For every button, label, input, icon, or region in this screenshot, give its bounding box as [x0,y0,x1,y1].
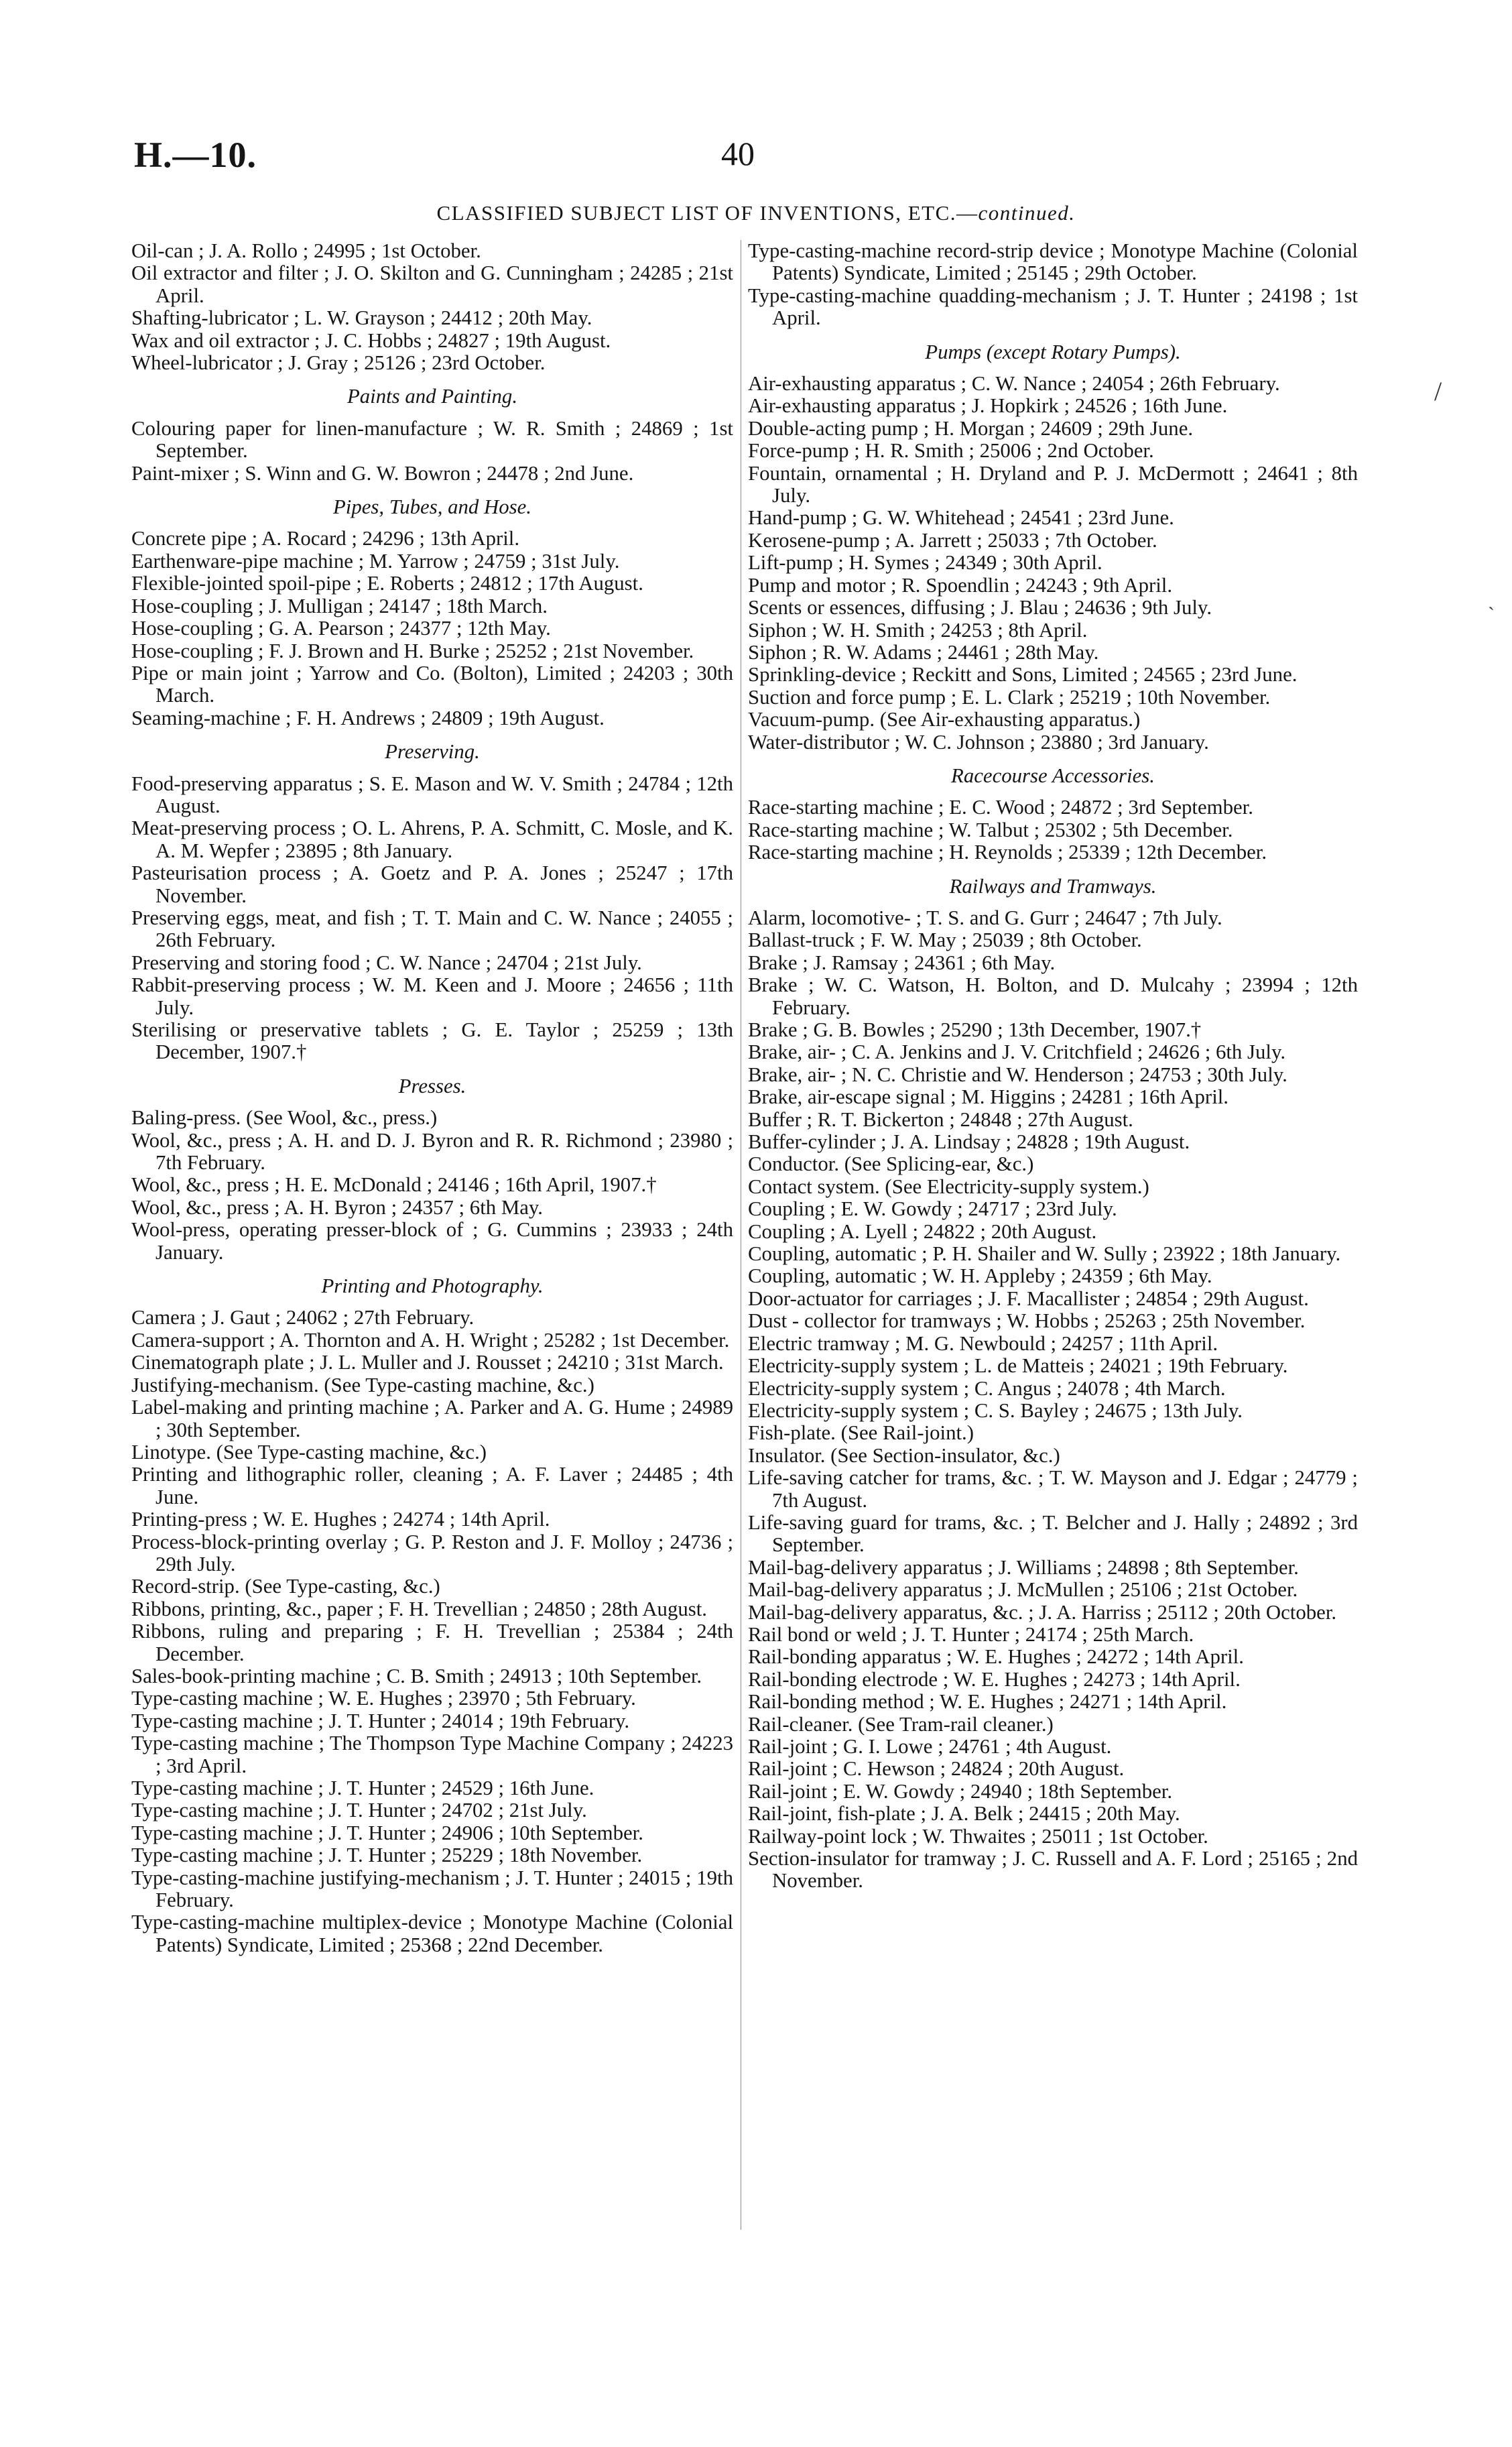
right-entry: Mail-bag-delivery apparatus, &c. ; J. A. Harriss ; 25112 ; 20th October. [748,1600,1337,1624]
left-entry: Sterilising or preservative tablets ; G. E. Taylor ; 25259 ; 13th December, 1907.† [131,1018,733,1064]
left-entry: Rabbit-preserving process ; W. M. Keen and J. Moore ; 24656 ; 11th July. [131,973,733,1019]
left-entry: Type-casting machine ; J. T. Hunter ; 24529 ; 16th June. [131,1777,594,1799]
left-entry: Sales-book-printing machine ; C. B. Smith ; 24913 ; 10th September. [131,1664,702,1687]
right-entry: Fish-plate. (See Rail-joint.) [748,1421,974,1445]
page-reference: H.—10. [134,135,257,175]
right-entry: Race-starting machine ; W. Talbut ; 25302 ; 5th December. [748,818,1233,841]
left-entry: Shafting-lubricator ; L. W. Grayson ; 24412 ; 20th May. [131,306,592,330]
right-entry: Rail-joint ; C. Hewson ; 24824 ; 20th August. [748,1757,1125,1781]
right-entry: Rail-bonding method ; W. E. Hughes ; 24271 ; 14th April. [748,1690,1227,1714]
right-entry: Life-saving guard for trams, &c. ; T. Belcher and J. Hally ; 24892 ; 3rd September. [748,1510,1358,1557]
right-entry: Section-insulator for tramway ; J. C. Russell and A. F. Lord ; 25165 ; 2nd November. [748,1847,1358,1893]
left-entry: Record-strip. (See Type-casting, &c.) [131,1575,440,1598]
left-entry: Flexible-jointed spoil-pipe ; E. Roberts ; 24812 ; 17th August. [131,572,643,595]
left-entry: Wheel-lubricator ; J. Gray ; 25126 ; 23rd October. [131,351,546,375]
right-entry: Rail-joint, fish-plate ; J. A. Belk ; 24415 ; 20th May. [748,1802,1180,1826]
left-entry: Wool, &c., press ; H. E. McDonald ; 24146 ; 16th April, 1907.† [131,1173,657,1197]
right-entry: Water-distributor ; W. C. Johnson ; 23880 ; 3rd January. [748,730,1209,754]
left-entry: Hose-coupling ; J. Mulligan ; 24147 ; 18th March. [131,594,548,617]
right-entry: Sprinkling-device ; Reckitt and Sons, Limited ; 24565 ; 23rd June. [748,663,1298,687]
left-entry: Ribbons, printing, &c., paper ; F. H. Trevellian ; 24850 ; 28th August. [131,1597,707,1620]
left-entry: Wool-press, operating presser-block of ; G. Cummins ; 23933 ; 24th January. [131,1218,733,1264]
right-entry: Coupling ; E. W. Gowdy ; 24717 ; 23rd July. [748,1197,1117,1221]
right-entry: Brake, air-escape signal ; M. Higgins ; 24281 ; 16th April. [748,1085,1229,1109]
left-entry: Type-casting machine ; J. T. Hunter ; 25229 ; 18th November. [131,1844,643,1867]
left-entry: Hose-coupling ; G. A. Pearson ; 24377 ; 12th May. [131,617,551,640]
right-entry: Hand-pump ; G. W. Whitehead ; 24541 ; 23rd June. [748,506,1174,530]
right-entry: Siphon ; W. H. Smith ; 24253 ; 8th April. [748,618,1088,642]
left-entry: Camera ; J. Gaut ; 24062 ; 27th February. [131,1306,475,1329]
left-entry: Type-casting machine ; The Thompson Type Machine Company ; 24223 ; 3rd April. [131,1732,733,1777]
left-entry: Hose-coupling ; F. J. Brown and H. Burke ; 25252 ; 21st November. [131,639,694,662]
right-entry: Railway-point lock ; W. Thwaites ; 25011 ; 1st October. [748,1824,1208,1848]
left-column [131,240,733,1956]
right-entry: Siphon ; R. W. Adams ; 24461 ; 28th May. [748,640,1099,664]
left-entry: Wool, &c., press ; A. H. and D. J. Byron and R. R. Richmond ; 23980 ; 7th February. [131,1128,733,1175]
right-entry: Brake, air- ; C. A. Jenkins and J. V. Critchfield ; 24626 ; 6th July. [748,1040,1286,1064]
left-entry: Oil-can ; J. A. Rollo ; 24995 ; 1st October. [131,239,481,262]
right-entry: Air-exhausting apparatus ; J. Hopkirk ; 24526 ; 16th June. [748,394,1228,418]
right-entry: Brake ; J. Ramsay ; 24361 ; 6th May. [748,951,1056,974]
right-entry: Rail-joint ; E. W. Gowdy ; 24940 ; 18th September. [748,1779,1173,1803]
left-entry: Justifying-mechanism. (See Type-casting machine, &c.) [131,1373,594,1396]
page-title [0,201,1512,225]
left-entry: Concrete pipe ; A. Rocard ; 24296 ; 13th April. [131,527,520,550]
right-entry: Electric tramway ; M. G. Newbould ; 24257 ; 11th April. [748,1331,1218,1355]
right-column [748,240,1358,1893]
left-entry: Baling-press. (See Wool, &c., press.) [131,1106,438,1130]
right-entry: Rail-bonding electrode ; W. E. Hughes ; 24273 ; 14th April. [748,1667,1241,1691]
left-entry: Type-casting machine ; J. T. Hunter ; 24906 ; 10th September. [131,1821,643,1844]
left-entry: Label-making and printing machine ; A. Parker and A. G. Hume ; 24989 ; 30th September. [131,1396,733,1441]
left-entry: Camera-support ; A. Thornton and A. H. Wright ; 25282 ; 1st December. [131,1328,730,1352]
right-entry: Contact system. (See Electricity-supply system.) [748,1175,1149,1198]
left-entry: Food-preserving apparatus ; S. E. Mason and W. V. Smith ; 24784 ; 12th August. [131,772,733,817]
right-entry: Electricity-supply system ; C. S. Bayley ; 24675 ; 13th July. [748,1398,1243,1422]
right-entry: Alarm, locomotive- ; T. S. and G. Gurr ; 24647 ; 7th July. [748,906,1222,929]
right-entry: Fountain, ornamental ; H. Dryland and P. J. McDermott ; 24641 ; 8th July. [748,461,1358,508]
right-entry: Conductor. (See Splicing-ear, &c.) [748,1152,1034,1176]
left-entry: Cinematograph plate ; J. L. Muller and J. Rousset ; 24210 ; 31st March. [131,1351,724,1374]
left-entry: Type-casting machine ; J. T. Hunter ; 24014 ; 19th February. [131,1709,630,1732]
right-entry: Rail-cleaner. (See Tram-rail cleaner.) [748,1712,1054,1736]
right-entry: Type-casting-machine quadding-mechanism ; J. T. Hunter ; 24198 ; 1st April. [748,284,1358,330]
left-entry: Pipe or main joint ; Yarrow and Co. (Bolton), Limited ; 24203 ; 30th March. [131,661,733,707]
left-section-heading: Preserving. [385,740,480,764]
right-entry: Mail-bag-delivery apparatus ; J. Williams ; 24898 ; 8th September. [748,1555,1299,1579]
left-entry: Wax and oil extractor ; J. C. Hobbs ; 24827 ; 19th August. [131,329,611,352]
left-entry: Paint-mixer ; S. Winn and G. W. Bowron ; 24478 ; 2nd June. [131,461,634,485]
right-entry: Door-actuator for carriages ; J. F. Macallister ; 24854 ; 29th August. [748,1287,1309,1310]
right-entry: Race-starting machine ; E. C. Wood ; 24872 ; 3rd September. [748,796,1253,819]
left-section-heading: Presses. [398,1074,466,1097]
right-entry: Race-starting machine ; H. Reynolds ; 25339 ; 12th December. [748,841,1267,864]
right-entry: Electricity-supply system ; L. de Matteis ; 24021 ; 19th February. [748,1354,1288,1378]
left-entry: Oil extractor and filter ; J. O. Skilton and G. Cunningham ; 24285 ; 21st April. [131,261,733,307]
left-entry: Meat-preserving process ; O. L. Ahrens, P. A. Schmitt, C. Mosle, and K. A. M. Wepfer ; 23895 ; 8th January. [131,817,733,862]
left-entry: Type-casting machine ; W. E. Hughes ; 23970 ; 5th February. [131,1687,636,1710]
left-entry: Printing-press ; W. E. Hughes ; 24274 ; 14th April. [131,1508,550,1531]
right-entry: Coupling, automatic ; P. H. Shailer and W. Sully ; 23922 ; 18th January. [748,1242,1341,1266]
left-entry: Linotype. (See Type-casting machine, &c.) [131,1440,487,1464]
right-entry: Ballast-truck ; F. W. May ; 25039 ; 8th October. [748,929,1142,952]
margin-mark-tick: ` [1488,603,1495,625]
right-entry: Type-casting-machine record-strip device ; Monotype Machine (Colonial Patents) Syndicate, Limited ; 25145 ; 29th October. [748,239,1358,285]
left-entry: Type-casting-machine multiplex-device ; Monotype Machine (Colonial Patents) Syndicate, Limited ; 25368 ; 22nd December. [131,1911,733,1956]
right-section-heading: Pumps (except Rotary Pumps). [925,340,1181,363]
left-entry: Preserving eggs, meat, and fish ; T. T. Main and C. W. Nance ; 24055 ; 26th February. [131,906,733,952]
right-entry: Rail bond or weld ; J. T. Hunter ; 24174 ; 25th March. [748,1622,1194,1646]
right-section-heading: Racecourse Accessories. [951,764,1155,787]
right-entry: Force-pump ; H. R. Smith ; 25006 ; 2nd October. [748,439,1154,463]
page-title-main: CLASSIFIED SUBJECT LIST OF INVENTIONS, ETC.— [436,201,979,225]
right-entry: Air-exhausting apparatus ; C. W. Nance ; 24054 ; 26th February. [748,372,1280,396]
left-entry: Seaming-machine ; F. H. Andrews ; 24809 ; 19th August. [131,706,605,729]
right-entry: Rail-joint ; G. I. Lowe ; 24761 ; 4th August. [748,1735,1112,1758]
right-entry: Brake, air- ; N. C. Christie and W. Henderson ; 24753 ; 30th July. [748,1063,1287,1086]
right-entry: Life-saving catcher for trams, &c. ; T. W. Mayson and J. Edgar ; 24779 ; 7th August. [748,1466,1358,1512]
right-entry: Insulator. (See Section-insulator, &c.) [748,1443,1060,1467]
margin-mark-stroke: / [1434,376,1442,406]
right-entry: Coupling ; A. Lyell ; 24822 ; 20th August. [748,1219,1097,1243]
right-entry: Pump and motor ; R. Spoendlin ; 24243 ; 9th April. [748,573,1173,597]
left-entry: Preserving and storing food ; C. W. Nance ; 24704 ; 21st July. [131,951,642,974]
left-section-heading: Paints and Painting. [346,385,518,408]
right-entry: Suction and force pump ; E. L. Clark ; 25219 ; 10th November. [748,685,1271,709]
right-section-heading: Railways and Tramways. [949,874,1157,898]
right-entry: Lift-pump ; H. Symes ; 24349 ; 30th April. [748,551,1102,575]
right-entry: Brake ; W. C. Watson, H. Bolton, and D. Mulcahy ; 23994 ; 12th February. [748,973,1358,1019]
left-entry: Type-casting-machine justifying-mechanism ; J. T. Hunter ; 24015 ; 19th February. [131,1866,733,1912]
right-entry: Dust - collector for tramways ; W. Hobbs ; 25263 ; 25th November. [748,1309,1306,1333]
page-number: 40 [721,135,755,172]
left-entry: Colouring paper for linen-manufacture ; W. R. Smith ; 24869 ; 1st September. [131,416,733,463]
right-entry: Double-acting pump ; H. Morgan ; 24609 ; 29th June. [748,416,1194,440]
right-entry: Rail-bonding apparatus ; W. E. Hughes ; 24272 ; 14th April. [748,1645,1244,1669]
right-entry: Buffer ; R. T. Bickerton ; 24848 ; 27th August. [748,1108,1133,1131]
left-entry: Earthenware-pipe machine ; M. Yarrow ; 24759 ; 31st July. [131,549,620,573]
right-entry: Electricity-supply system ; C. Angus ; 24078 ; 4th March. [748,1376,1226,1400]
right-entry: Scents or essences, diffusing ; J. Blau ; 24636 ; 9th July. [748,596,1212,619]
left-entry: Wool, &c., press ; A. H. Byron ; 24357 ; 6th May. [131,1195,543,1219]
right-entry: Coupling, automatic ; W. H. Appleby ; 24359 ; 6th May. [748,1264,1212,1288]
left-entry: Process-block-printing overlay ; G. P. Reston and J. F. Molloy ; 24736 ; 29th July. [131,1530,733,1575]
right-entry: Brake ; G. B. Bowles ; 25290 ; 13th December, 1907.† [748,1018,1202,1041]
right-entry: Buffer-cylinder ; J. A. Lindsay ; 24828 ; 19th August. [748,1130,1190,1154]
left-section-heading: Pipes, Tubes, and Hose. [333,495,531,519]
left-entry: Printing and lithographic roller, cleaning ; A. F. Laver ; 24485 ; 4th June. [131,1463,733,1508]
left-entry: Pasteurisation process ; A. Goetz and P. A. Jones ; 25247 ; 17th November. [131,861,733,907]
left-entry: Type-casting machine ; J. T. Hunter ; 24702 ; 21st July. [131,1799,587,1822]
left-entry: Ribbons, ruling and preparing ; F. H. Trevellian ; 25384 ; 24th December. [131,1620,733,1665]
right-entry: Kerosene-pump ; A. Jarrett ; 25033 ; 7th October. [748,528,1157,552]
right-entry: Vacuum-pump. (See Air-exhausting apparatus.) [748,708,1141,731]
right-entry: Mail-bag-delivery apparatus ; J. McMullen ; 25106 ; 21st October. [748,1578,1298,1602]
page-title-continued: continued. [978,201,1076,225]
left-section-heading: Printing and Photography. [321,1274,544,1298]
